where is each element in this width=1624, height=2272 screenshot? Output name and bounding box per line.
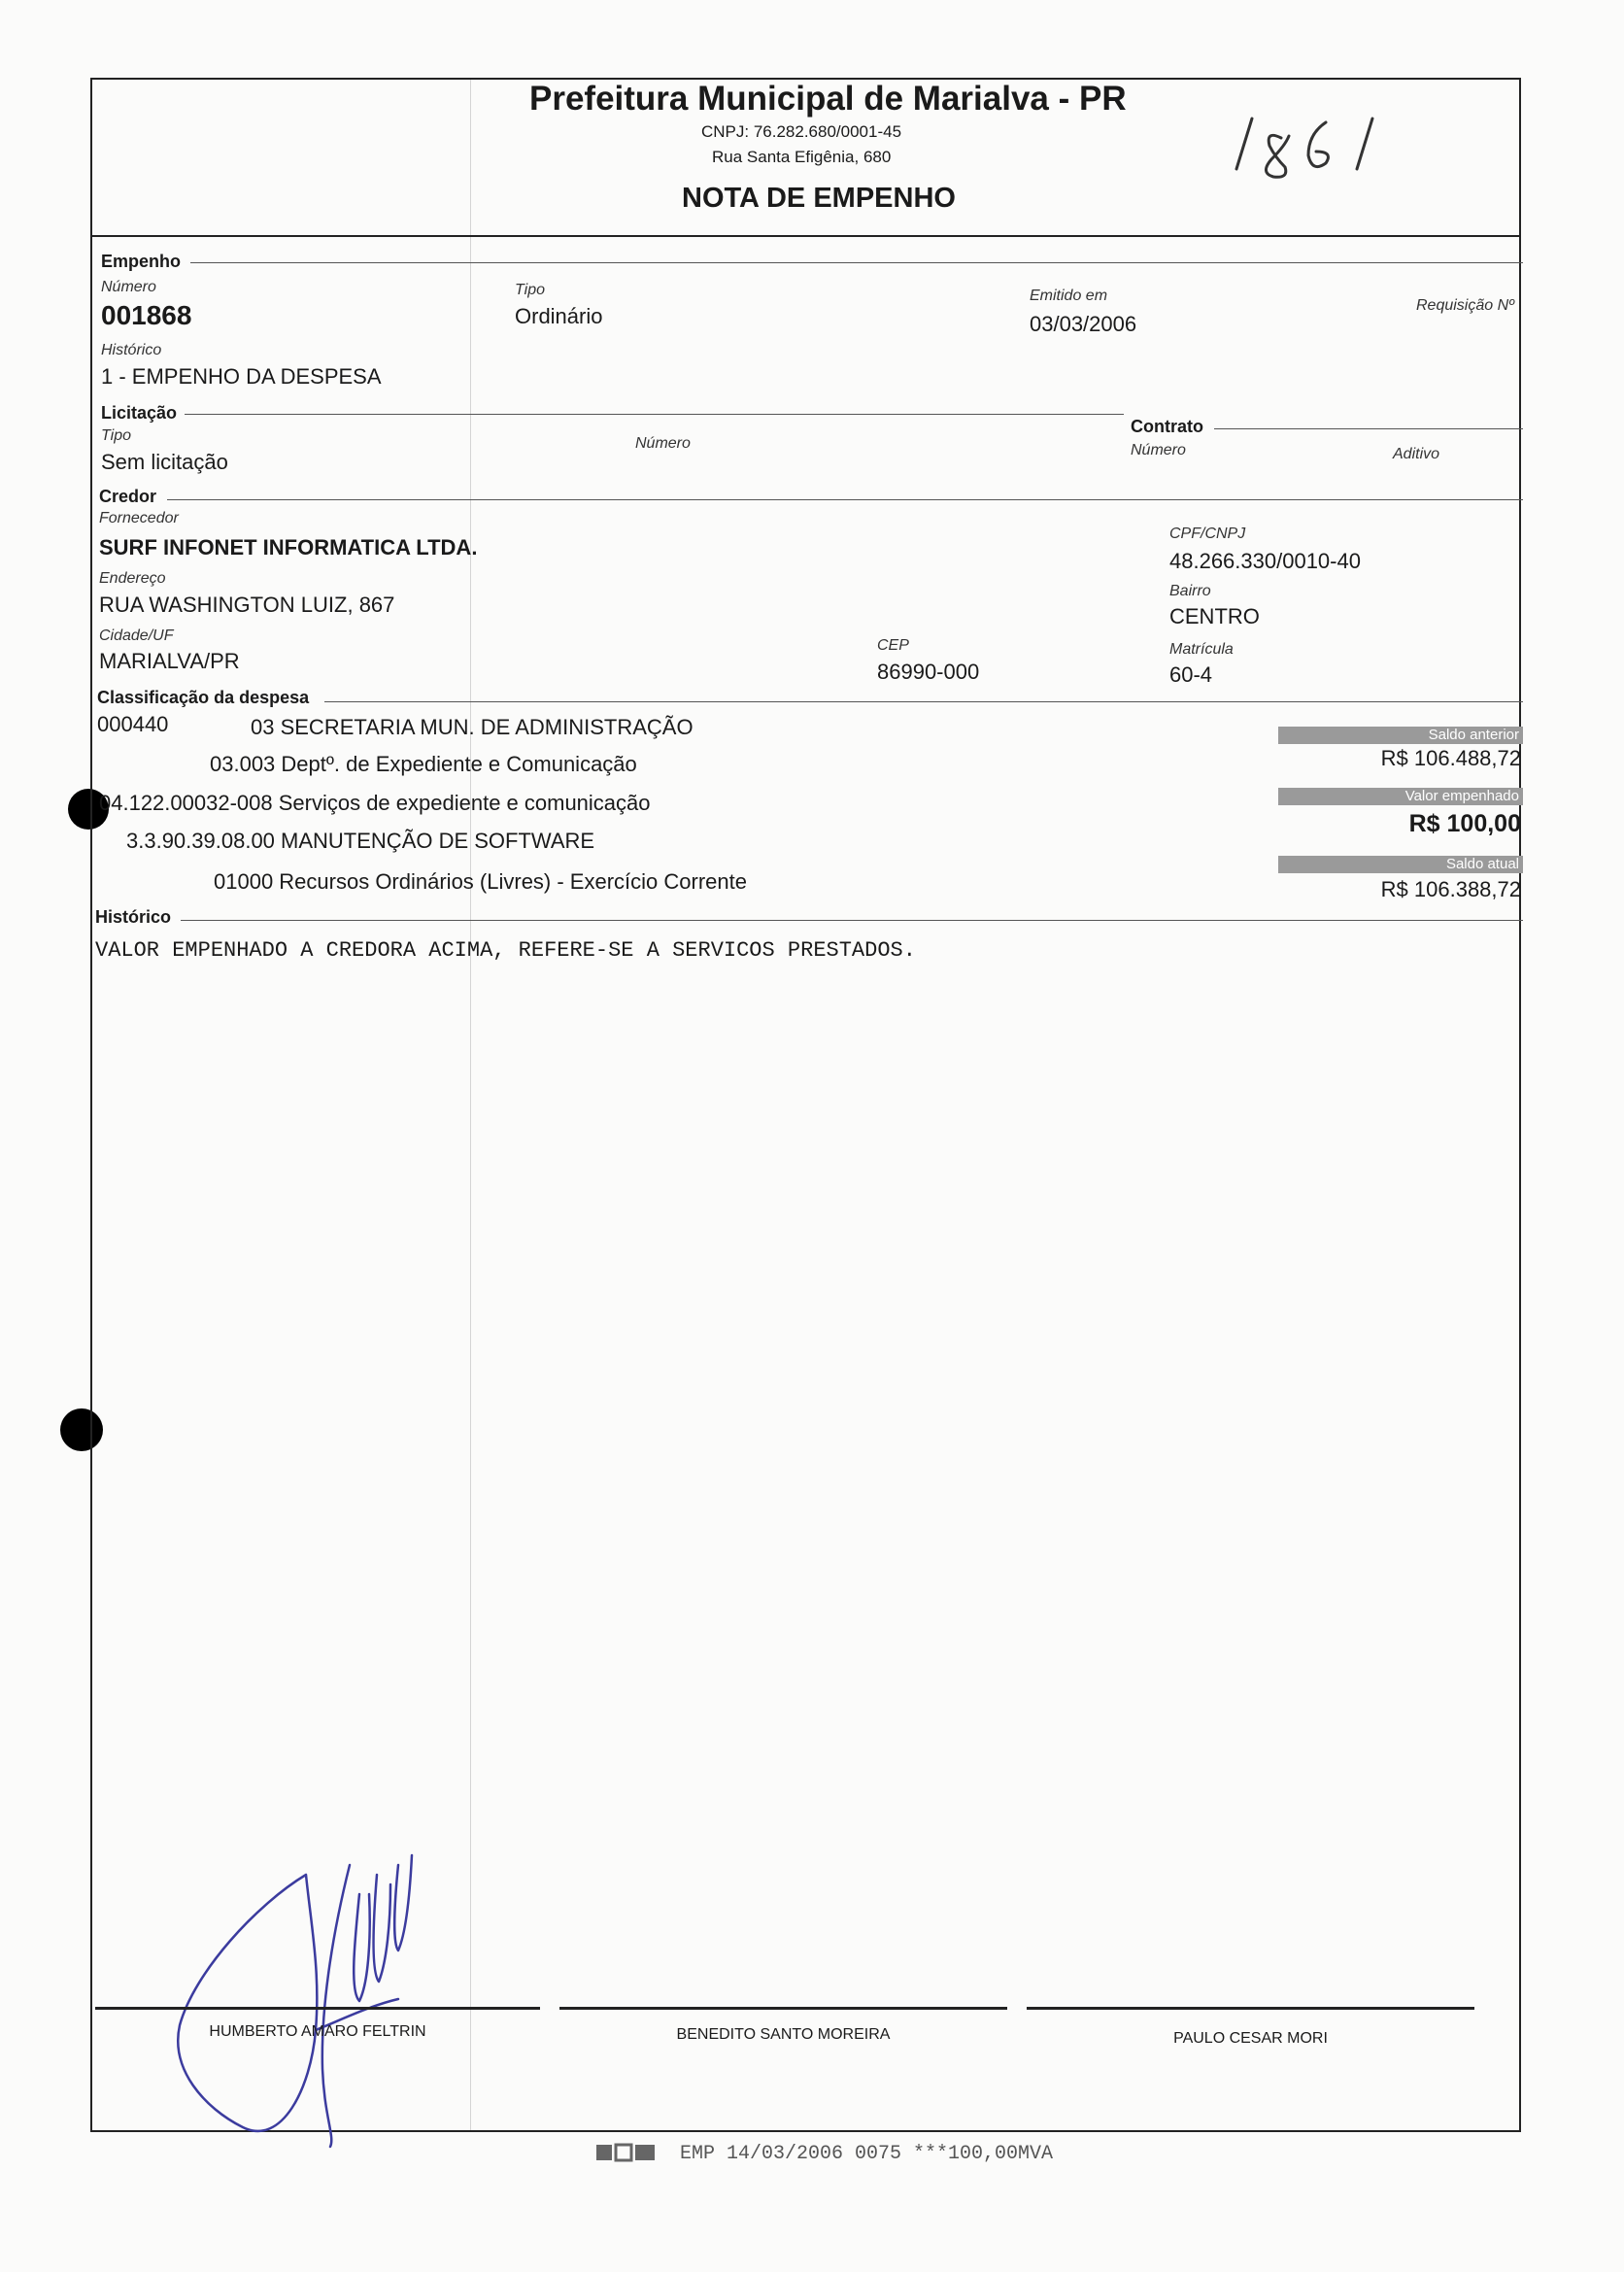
endereco-value: RUA WASHINGTON LUIZ, 867 <box>99 593 395 617</box>
empenho-tipo-label: Tipo <box>515 282 545 298</box>
fornecedor-label: Fornecedor <box>99 510 179 526</box>
matricula-label: Matrícula <box>1169 641 1234 658</box>
saldo-anterior-label: Saldo anterior <box>1278 727 1523 744</box>
historico-label: Histórico <box>101 342 162 358</box>
cep-value: 86990-000 <box>877 660 980 684</box>
section-empenho: Empenho <box>101 252 182 271</box>
fornecedor-value: SURF INFONET INFORMATICA LTDA. <box>99 535 478 560</box>
licitacao-tipo-label: Tipo <box>101 427 131 444</box>
cnpj: CNPJ: 76.282.680/0001-45 <box>701 122 902 141</box>
classificacao-line-4: 3.3.90.39.08.00 MANUTENÇÃO DE SOFTWARE <box>126 829 595 853</box>
handwritten-signature <box>165 1836 457 2156</box>
licitacao-numero-label: Número <box>635 435 691 452</box>
empenho-numero: 001868 <box>101 300 192 330</box>
saldo-atual-value: R$ 106.388,72 <box>1380 877 1521 901</box>
matricula-value: 60-4 <box>1169 662 1213 687</box>
emitido-value: 03/03/2006 <box>1030 312 1137 336</box>
signature-line-3 <box>1027 2007 1474 2010</box>
classificacao-code: 000440 <box>97 712 169 736</box>
cidade-label: Cidade/UF <box>99 627 174 644</box>
historico-value: 1 - EMPENHO DA DESPESA <box>101 364 382 389</box>
signature-line-2 <box>559 2007 1007 2010</box>
page-title: Prefeitura Municipal de Marialva - PR <box>529 80 1127 118</box>
saldo-atual-label: Saldo atual <box>1278 856 1523 873</box>
classificacao-line-2: 03.003 Deptº. de Expediente e Comunicação <box>210 752 637 776</box>
saldo-anterior-value: R$ 106.488,72 <box>1380 746 1521 770</box>
classificacao-line-3: 04.122.00032-008 Serviços de expediente e comunicação <box>99 791 651 815</box>
bairro-label: Bairro <box>1169 583 1211 599</box>
empenho-numero-label: Número <box>101 279 156 295</box>
empenho-tipo: Ordinário <box>515 304 603 328</box>
section-licitacao: Licitação <box>101 403 178 423</box>
section-credor: Credor <box>99 487 157 506</box>
valor-empenhado-label: Valor empenhado <box>1278 788 1523 805</box>
signature-name-1: HUMBERTO AMARO FELTRIN <box>209 2023 426 2040</box>
signature-name-3: PAULO CESAR MORI <box>1173 2030 1328 2047</box>
classificacao-line-1: 03 SECRETARIA MUN. DE ADMINISTRAÇÃO <box>251 715 694 739</box>
section-rule-empenho <box>190 262 1523 263</box>
signature-line-1 <box>95 2007 540 2010</box>
section-rule-classificacao <box>324 701 1523 702</box>
contrato-numero-label: Número <box>1131 442 1186 458</box>
cpf-label: CPF/CNPJ <box>1169 526 1246 542</box>
classificacao-line-5: 01000 Recursos Ordinários (Livres) - Exercício Corrente <box>214 869 747 894</box>
section-rule-credor <box>167 499 1523 500</box>
bairro-value: CENTRO <box>1169 604 1260 628</box>
licitacao-tipo: Sem licitação <box>101 450 228 474</box>
historico-text: VALOR EMPENHADO A CREDORA ACIMA, REFERE-SE A SERVICOS PRESTADOS. <box>95 938 916 963</box>
cpf-value: 48.266.330/0010-40 <box>1169 549 1361 573</box>
section-rule-licitacao <box>185 414 1124 415</box>
emitido-label: Emitido em <box>1030 288 1108 304</box>
address: Rua Santa Efigênia, 680 <box>712 148 892 166</box>
handwritten-number <box>1219 109 1394 187</box>
section-classificacao: Classificação da despesa <box>97 688 310 707</box>
printer-logo <box>594 2141 657 2164</box>
contrato-aditivo-label: Aditivo <box>1393 446 1440 462</box>
section-rule-historico <box>181 920 1523 921</box>
document-title: NOTA DE EMPENHO <box>682 183 956 214</box>
footer-stamp: EMP 14/03/2006 0075 ***100,00MVA <box>680 2143 1054 2165</box>
section-historico: Histórico <box>95 907 172 927</box>
cep-label: CEP <box>877 637 909 654</box>
valor-empenhado-value: R$ 100,00 <box>1408 810 1521 837</box>
endereco-label: Endereço <box>99 570 166 587</box>
section-contrato: Contrato <box>1131 417 1203 436</box>
requisicao-label: Requisição Nº <box>1416 297 1514 314</box>
header-divider <box>90 235 1521 237</box>
signature-name-2: BENEDITO SANTO MOREIRA <box>676 2026 891 2043</box>
section-rule-contrato <box>1214 428 1523 429</box>
cidade-value: MARIALVA/PR <box>99 649 240 673</box>
